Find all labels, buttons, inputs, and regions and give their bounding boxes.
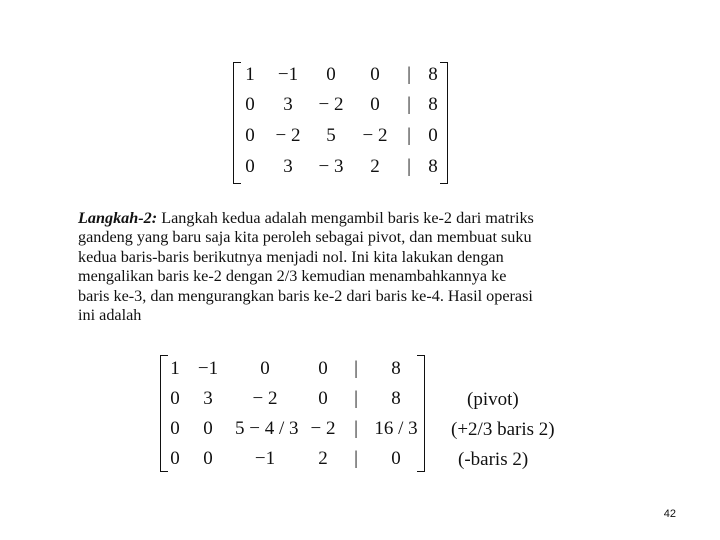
matrix-1-separator: | [407, 125, 411, 146]
matrix-1-cell: 0 [245, 94, 255, 115]
matrix-1-cell: 0 [370, 94, 380, 115]
row-operation-note: (+2/3 baris 2) [451, 419, 555, 440]
matrix-1-cell: −1 [277, 64, 299, 85]
matrix-1-cell: − 2 [275, 125, 301, 146]
matrix-2-separator: | [354, 388, 358, 409]
paragraph-line [78, 209, 668, 228]
matrix-2-cell: 2 [318, 448, 328, 469]
page-number: 42 [663, 508, 676, 520]
matrix-1-cell: 8 [428, 94, 438, 115]
matrix-2-cell: 1 [170, 358, 180, 379]
matrix-1-cell: 8 [428, 156, 438, 177]
paragraph-text: Langkah kedua adalah mengambil baris ke-2 dari matriks [157, 209, 534, 227]
matrix-2-cell: 16 / 3 [374, 418, 418, 439]
paragraph-line: ini adalah [78, 306, 142, 325]
matrix-2-cell: 8 [391, 358, 401, 379]
augmented-matrix-1 [233, 62, 448, 184]
paragraph-line: mengalikan baris ke-2 dengan 2/3 kemudian menambahkannya ke [78, 267, 507, 286]
matrix-2-cell: −1 [254, 448, 276, 469]
matrix-1-cell: 0 [326, 64, 336, 85]
matrix-1-separator: | [407, 94, 411, 115]
matrix-1-cell: 5 [326, 125, 336, 146]
matrix-2-separator: | [354, 448, 358, 469]
matrix-1-cell: 8 [428, 64, 438, 85]
matrix-1-cell: 1 [245, 64, 255, 85]
matrix-2-cell: 0 [203, 448, 213, 469]
matrix-2-cell: 0 [170, 448, 180, 469]
matrix-2-cell: 0 [391, 448, 401, 469]
matrix-2-cell: 5 − 4 / 3 [235, 418, 299, 439]
matrix-1-cell: 0 [245, 156, 255, 177]
matrix-1-cell: − 2 [318, 94, 344, 115]
matrix-2-cell: 0 [318, 388, 328, 409]
matrix-1-separator: | [407, 64, 411, 85]
matrix-2-cell: 0 [260, 358, 270, 379]
matrix-2-cell: 0 [170, 418, 180, 439]
matrix-1-cell: 3 [283, 94, 293, 115]
matrix-1-cell: 2 [370, 156, 380, 177]
matrix-2-cell: −1 [197, 358, 219, 379]
step-label: Langkah-2: [78, 209, 158, 227]
matrix-2-cell: − 2 [310, 418, 336, 439]
matrix-2-cell: 0 [203, 418, 213, 439]
matrix-1-cell: 0 [428, 125, 438, 146]
row-operation-note: (pivot) [467, 389, 519, 410]
row-operation-note: (-baris 2) [458, 449, 529, 470]
matrix-1-cell: 3 [283, 156, 293, 177]
paragraph-line: gandeng yang baru saja kita peroleh sebagai pivot, dan membuat suku [78, 228, 532, 247]
matrix-2-separator: | [354, 418, 358, 439]
matrix-2-cell: 0 [170, 388, 180, 409]
augmented-matrix-2 [160, 355, 425, 472]
matrix-1-separator: | [407, 156, 411, 177]
paragraph-line: baris ke-3, dan mengurangkan baris ke-2 dari baris ke-4. Hasil operasi [78, 286, 533, 305]
matrix-2-cell: 0 [318, 358, 328, 379]
matrix-1-cell: − 2 [362, 125, 388, 146]
matrix-1-cell: 0 [370, 64, 380, 85]
explanation-paragraph [78, 209, 668, 325]
matrix-1-cell: 0 [245, 125, 255, 146]
matrix-1-cell: − 3 [318, 156, 344, 177]
paragraph-line: kedua baris-baris berikutnya menjadi nol. Ini kita lakukan dengan [78, 247, 504, 266]
matrix-2-cell: − 2 [252, 388, 278, 409]
matrix-2-cell: 3 [203, 388, 213, 409]
matrix-2-cell: 8 [391, 388, 401, 409]
matrix-2-separator: | [354, 358, 358, 379]
